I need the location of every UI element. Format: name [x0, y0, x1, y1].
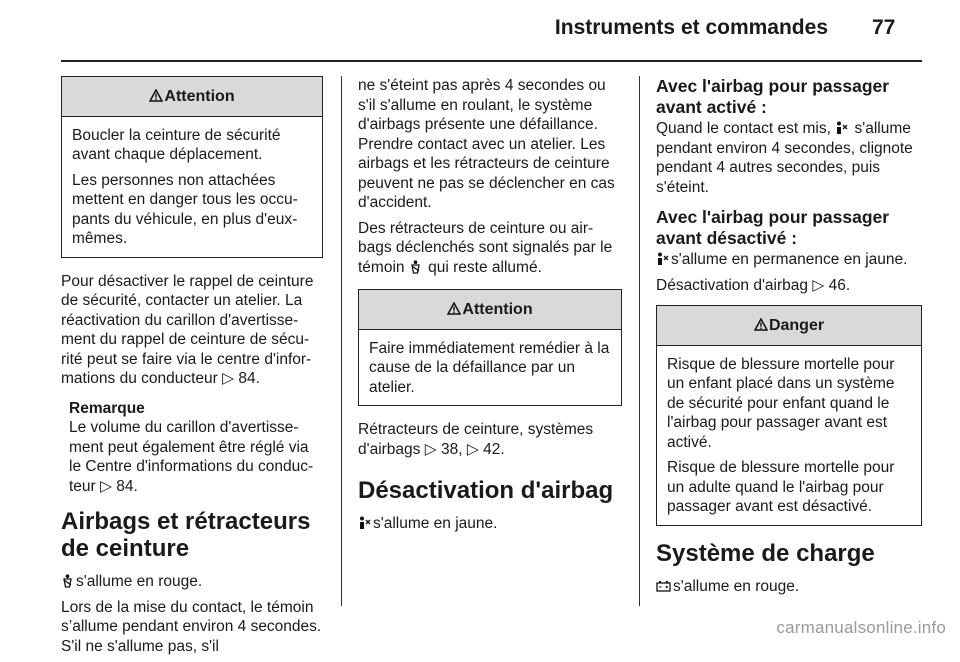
- page-ref-link[interactable]: 42.: [483, 440, 505, 458]
- page-ref-link[interactable]: 46.: [828, 276, 851, 294]
- attention-text-2: Les personnes non attachées mettent en danger tous les occu-pants du véhicule, en plus d'eux-mêmes.: [72, 171, 298, 247]
- airbag-red-text: s'allume en rouge.: [76, 573, 203, 590]
- seatbelt-reminder-text: Pour désactiver le rappel de ceinture de sécurité, contacter un atelier. La réactivation du carillon d'avertisse-ment du rappel de ceinture de sécu-rité peut se faire via le centre d'infor-mations du conducteur: [61, 272, 314, 387]
- airbag-on-text: Quand le contact est mis,: [656, 120, 831, 137]
- page-ref-link[interactable]: 84.: [116, 477, 138, 495]
- danger-box: [656, 305, 922, 526]
- column-1: [61, 76, 323, 662]
- warning-triangle-icon: [447, 302, 461, 315]
- section-heading-airbag-deactivation: Désactivation d'airbag: [358, 477, 614, 504]
- page-number: 77: [872, 16, 896, 39]
- page-ref-arrow-icon: ▷: [100, 477, 112, 495]
- airbag-off-text: s'allume en permanence en jaune.: [671, 251, 908, 268]
- airbag-on-text-end: s'allume pendant environ 4 secondes, clignote pendant 4 autres secondes, puis s'éteint.: [656, 120, 913, 196]
- crossref-text: Désactivation d'airbag: [656, 276, 809, 294]
- deployed-text-end: qui reste allumé.: [428, 258, 542, 276]
- header-rule: [61, 60, 922, 62]
- section-heading-charging-system: Système de charge: [656, 539, 875, 567]
- column-divider-1: [341, 76, 342, 606]
- warning-triangle-icon: [149, 89, 163, 102]
- page-ref-link[interactable]: 84.: [238, 370, 260, 387]
- attention-title: Attention: [164, 88, 235, 105]
- danger-text-2: Risque de blessure mortelle pour un adulte quand le l'airbag pour passager avant est désactivé.: [667, 459, 895, 515]
- page-ref-link[interactable]: 38,: [440, 440, 463, 458]
- attention-text: Faire immédiatement remédier à la cause de la défaillance par un atelier.: [369, 339, 610, 396]
- battery-icon: [656, 579, 671, 593]
- attention-box-header: [62, 77, 322, 117]
- attention-box-2: [358, 289, 622, 406]
- column-2: [358, 76, 622, 540]
- page-ref-arrow-icon: ▷: [424, 440, 437, 458]
- attention-box-header: [359, 290, 621, 330]
- warning-triangle-icon: [754, 318, 768, 331]
- page-ref-arrow-icon: ▷: [812, 276, 825, 294]
- airbag-seatbelt-icon: [61, 574, 74, 588]
- page-ref-arrow-icon: ▷: [466, 440, 479, 458]
- airbag-fault-text: ne s'éteint pas après 4 secondes ou s'il s'allume en roulant, le système d'airbags présente une défaillance. Prendre contact avec un atelier. Les airbags et les rétracteurs de ceinture peuvent ne pas se déclencher en cas d'accident.: [358, 77, 615, 211]
- attention-text-1: Boucler la ceinture de sécurité avant chaque déplacement.: [72, 126, 281, 163]
- note-text: Le volume du carillon d'avertisse-ment peut également être réglé via le Centre d'informations du conduc-teur: [69, 419, 314, 495]
- danger-text-1: Risque de blessure mortelle pour un enfant placé dans un système de sécurité pour enfant quand le l'airbag pour passager avant est activé.: [667, 355, 895, 451]
- attention-title: Attention: [462, 301, 533, 318]
- watermark: carmanualsonline.info: [776, 618, 946, 637]
- deactivation-text: s'allume en jaune.: [373, 515, 498, 532]
- column-3: [656, 76, 922, 602]
- note-block: [69, 399, 323, 497]
- passenger-airbag-off-icon: [358, 516, 371, 530]
- page-ref-arrow-icon: ▷: [222, 370, 235, 387]
- subheading-airbag-on: Avec l'airbag pour passager avant activé :: [656, 76, 890, 117]
- attention-box-1: [61, 76, 323, 258]
- section-heading-airbags: Airbags et rétracteurs de ceinture: [61, 508, 311, 562]
- charging-text: s'allume en rouge.: [673, 577, 800, 595]
- crossref-text: Rétracteurs de ceinture, systèmes d'airbags: [358, 421, 594, 458]
- note-title: Remarque: [69, 399, 145, 417]
- subheading-airbag-off: Avec l'airbag pour passager avant désactivé :: [656, 207, 890, 248]
- column-divider-2: [639, 76, 640, 606]
- danger-title: Danger: [768, 317, 825, 334]
- airbag-seatbelt-icon: [409, 260, 422, 274]
- airbag-paragraph: Lors de la mise du contact, le témoin s’allume pendant environ 4 secondes. S'il ne s'allume pas, s'il: [61, 598, 322, 655]
- danger-box-header: [657, 306, 921, 346]
- passenger-airbag-off-icon: [656, 252, 669, 266]
- page-header-title: Instruments et commandes: [554, 16, 828, 39]
- deployed-text: Des rétracteurs de ceinture ou air-bags déclenchés sont signalés par le témoin: [358, 219, 613, 276]
- passenger-airbag-off-icon: [835, 121, 848, 135]
